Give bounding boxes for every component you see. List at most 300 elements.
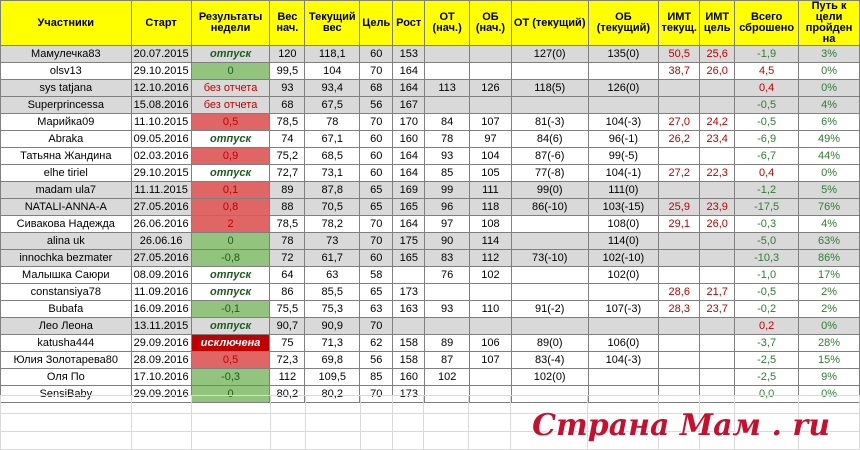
participant-name[interactable]: SensiBaby — [1, 386, 132, 403]
empty-cell[interactable] — [392, 414, 424, 432]
bmi-goal[interactable] — [700, 250, 735, 267]
total-lost[interactable]: -0,3 — [735, 216, 799, 233]
progress-percent[interactable]: 5% — [799, 182, 860, 199]
bmi-current[interactable] — [659, 318, 700, 335]
start-date[interactable]: 08.09.2016 — [131, 267, 191, 284]
start-weight[interactable]: 78,5 — [270, 216, 305, 233]
start-weight[interactable]: 72,7 — [270, 165, 305, 182]
start-weight[interactable]: 120 — [270, 46, 305, 63]
height[interactable]: 160 — [393, 131, 425, 148]
week-result[interactable]: 0 — [191, 386, 270, 403]
progress-percent[interactable]: 2% — [799, 284, 860, 301]
start-date[interactable]: 09.05.2016 — [131, 131, 191, 148]
col-header[interactable]: Результаты недели — [191, 1, 270, 46]
col-header[interactable]: Цель — [360, 1, 393, 46]
hips-start[interactable]: 112 — [470, 250, 512, 267]
week-result[interactable]: отпуск — [191, 267, 270, 284]
start-weight[interactable]: 93 — [270, 80, 305, 97]
hips-start[interactable] — [470, 369, 512, 386]
week-result[interactable]: 0,5 — [191, 114, 270, 131]
start-date[interactable]: 29.09.2016 — [131, 386, 191, 403]
hips-start[interactable]: 105 — [470, 165, 512, 182]
start-date[interactable]: 15.08.2016 — [131, 97, 191, 114]
empty-cell[interactable] — [469, 414, 511, 432]
waist-start[interactable]: 97 — [425, 216, 470, 233]
empty-cell[interactable] — [469, 396, 511, 414]
current-weight[interactable]: 78,2 — [305, 216, 360, 233]
hips-current[interactable]: 96(-1) — [588, 131, 659, 148]
waist-start[interactable] — [425, 63, 470, 80]
hips-start[interactable] — [470, 63, 512, 80]
participant-name[interactable]: katusha444 — [1, 335, 132, 352]
participant-name[interactable]: Superprincessa — [1, 97, 132, 114]
col-header[interactable]: Участники — [1, 1, 132, 46]
height[interactable]: 158 — [393, 335, 425, 352]
progress-percent[interactable]: 6% — [799, 114, 860, 131]
current-weight[interactable]: 67,1 — [305, 131, 360, 148]
hips-start[interactable]: 107 — [470, 352, 512, 369]
hips-start[interactable]: 106 — [470, 335, 512, 352]
hips-start[interactable]: 118 — [470, 199, 512, 216]
participant-name[interactable]: NATALI-ANNA-A — [1, 199, 132, 216]
height[interactable]: 165 — [393, 199, 425, 216]
current-weight[interactable]: 71,3 — [305, 335, 360, 352]
waist-start[interactable]: 87 — [425, 352, 470, 369]
empty-cell[interactable] — [191, 432, 270, 450]
goal-weight[interactable]: 70 — [360, 233, 393, 250]
current-weight[interactable]: 78 — [305, 114, 360, 131]
bmi-goal[interactable]: 22,3 — [700, 165, 735, 182]
waist-current[interactable]: 102(0) — [511, 369, 588, 386]
bmi-current[interactable] — [659, 250, 700, 267]
goal-weight[interactable]: 60 — [360, 46, 393, 63]
hips-start[interactable]: 108 — [470, 216, 512, 233]
empty-cell[interactable] — [1, 396, 132, 414]
waist-current[interactable]: 81(-3) — [511, 114, 588, 131]
waist-start[interactable]: 102 — [425, 369, 470, 386]
col-header[interactable]: ИМТ цель — [700, 1, 735, 46]
bmi-goal[interactable]: 23,4 — [700, 131, 735, 148]
start-date[interactable]: 13.11.2015 — [131, 318, 191, 335]
total-lost[interactable]: 0,0 — [735, 386, 799, 403]
empty-cell[interactable] — [191, 396, 270, 414]
progress-percent[interactable]: 0% — [799, 386, 860, 403]
hips-current[interactable]: 99(-5) — [588, 148, 659, 165]
total-lost[interactable]: 0,4 — [735, 165, 799, 182]
total-lost[interactable]: -0,5 — [735, 114, 799, 131]
start-weight[interactable]: 68 — [270, 97, 305, 114]
waist-current[interactable]: 87(-6) — [511, 148, 588, 165]
hips-current[interactable] — [588, 97, 659, 114]
goal-weight[interactable]: 70 — [360, 114, 393, 131]
start-date[interactable]: 29.09.2016 — [131, 335, 191, 352]
start-weight[interactable]: 88 — [270, 199, 305, 216]
current-weight[interactable]: 85,5 — [305, 284, 360, 301]
bmi-goal[interactable] — [700, 352, 735, 369]
hips-current[interactable]: 126(0) — [588, 80, 659, 97]
height[interactable]: 173 — [393, 284, 425, 301]
hips-current[interactable] — [588, 318, 659, 335]
waist-start[interactable]: 78 — [425, 131, 470, 148]
waist-current[interactable]: 89(0) — [511, 335, 588, 352]
week-result[interactable]: 0,9 — [191, 148, 270, 165]
empty-cell[interactable] — [305, 414, 360, 432]
participant-name[interactable]: Abraka — [1, 131, 132, 148]
current-weight[interactable]: 68,5 — [305, 148, 360, 165]
total-lost[interactable]: -10,3 — [735, 250, 799, 267]
participant-name[interactable]: olsv13 — [1, 63, 132, 80]
participant-name[interactable]: Мамулечка83 — [1, 46, 132, 63]
height[interactable]: 170 — [393, 114, 425, 131]
hips-start[interactable] — [470, 46, 512, 63]
progress-percent[interactable]: 63% — [799, 233, 860, 250]
waist-start[interactable] — [425, 318, 470, 335]
waist-start[interactable]: 84 — [425, 114, 470, 131]
col-header[interactable]: Вес нач. — [270, 1, 305, 46]
empty-cell[interactable] — [131, 414, 191, 432]
empty-cell[interactable] — [305, 396, 360, 414]
hips-start[interactable]: 97 — [470, 131, 512, 148]
height[interactable]: 173 — [393, 386, 425, 403]
start-weight[interactable]: 75 — [270, 335, 305, 352]
height[interactable]: 163 — [393, 301, 425, 318]
waist-current[interactable]: 77(-8) — [511, 165, 588, 182]
col-header[interactable]: ОТ (текущий) — [511, 1, 588, 46]
participant-name[interactable]: Лео Леона — [1, 318, 132, 335]
waist-start[interactable]: 76 — [425, 267, 470, 284]
empty-cell[interactable] — [1, 432, 132, 450]
progress-percent[interactable]: 3% — [799, 46, 860, 63]
bmi-current[interactable] — [659, 182, 700, 199]
hips-current[interactable]: 103(-15) — [588, 199, 659, 216]
bmi-current[interactable] — [659, 97, 700, 114]
hips-start[interactable]: 102 — [470, 267, 512, 284]
current-weight[interactable]: 63 — [305, 267, 360, 284]
waist-current[interactable]: 99(0) — [511, 182, 588, 199]
start-weight[interactable]: 72,3 — [270, 352, 305, 369]
progress-percent[interactable]: 9% — [799, 369, 860, 386]
hips-start[interactable]: 110 — [470, 301, 512, 318]
hips-start[interactable]: 107 — [470, 114, 512, 131]
bmi-goal[interactable] — [700, 335, 735, 352]
waist-start[interactable]: 90 — [425, 233, 470, 250]
bmi-current[interactable]: 26,2 — [659, 131, 700, 148]
bmi-current[interactable]: 27,2 — [659, 165, 700, 182]
progress-percent[interactable]: 15% — [799, 352, 860, 369]
week-result[interactable]: 0 — [191, 63, 270, 80]
progress-percent[interactable]: 2% — [799, 301, 860, 318]
hips-current[interactable]: 106(0) — [588, 335, 659, 352]
height[interactable]: 167 — [393, 97, 425, 114]
week-result[interactable]: -0,1 — [191, 301, 270, 318]
progress-percent[interactable]: 17% — [799, 267, 860, 284]
start-weight[interactable]: 78 — [270, 233, 305, 250]
waist-start[interactable] — [425, 46, 470, 63]
hips-current[interactable]: 104(-3) — [588, 352, 659, 369]
participant-name[interactable]: Марийка09 — [1, 114, 132, 131]
goal-weight[interactable]: 70 — [360, 386, 393, 403]
week-result[interactable]: отпуск — [191, 284, 270, 301]
goal-weight[interactable]: 62 — [360, 335, 393, 352]
total-lost[interactable]: -1,9 — [735, 46, 799, 63]
waist-current[interactable]: 118(5) — [511, 80, 588, 97]
waist-current[interactable] — [511, 267, 588, 284]
progress-percent[interactable]: 0% — [799, 318, 860, 335]
height[interactable]: 169 — [393, 182, 425, 199]
goal-weight[interactable]: 60 — [360, 250, 393, 267]
bmi-current[interactable] — [659, 369, 700, 386]
hips-current[interactable]: 114(0) — [588, 233, 659, 250]
col-header[interactable]: ОБ (нач.) — [470, 1, 512, 46]
waist-start[interactable] — [425, 97, 470, 114]
waist-start[interactable]: 89 — [425, 335, 470, 352]
bmi-current[interactable] — [659, 335, 700, 352]
height[interactable]: 175 — [393, 233, 425, 250]
hips-start[interactable] — [470, 318, 512, 335]
bmi-current[interactable] — [659, 148, 700, 165]
bmi-goal[interactable]: 21,7 — [700, 284, 735, 301]
waist-start[interactable] — [425, 284, 470, 301]
hips-current[interactable]: 107(-3) — [588, 301, 659, 318]
hips-start[interactable]: 114 — [470, 233, 512, 250]
bmi-goal[interactable] — [700, 182, 735, 199]
waist-current[interactable]: 83(-4) — [511, 352, 588, 369]
participant-name[interactable]: Юлия Золотарева80 — [1, 352, 132, 369]
start-date[interactable]: 11.10.2015 — [131, 114, 191, 131]
total-lost[interactable]: -2,5 — [735, 352, 799, 369]
waist-current[interactable] — [511, 97, 588, 114]
participant-name[interactable]: Bubafa — [1, 301, 132, 318]
bmi-goal[interactable] — [700, 97, 735, 114]
current-weight[interactable]: 73 — [305, 233, 360, 250]
bmi-goal[interactable]: 26,0 — [700, 63, 735, 80]
bmi-goal[interactable]: 23,9 — [700, 199, 735, 216]
current-weight[interactable]: 93,4 — [305, 80, 360, 97]
progress-percent[interactable]: 0% — [799, 80, 860, 97]
goal-weight[interactable]: 65 — [360, 199, 393, 216]
start-weight[interactable]: 72 — [270, 250, 305, 267]
bmi-current[interactable]: 38,7 — [659, 63, 700, 80]
col-header[interactable]: Рост — [393, 1, 425, 46]
waist-current[interactable]: 86(-10) — [511, 199, 588, 216]
total-lost[interactable]: -3,7 — [735, 335, 799, 352]
start-date[interactable]: 29.10.2015 — [131, 165, 191, 182]
bmi-current[interactable]: 50,5 — [659, 46, 700, 63]
waist-current[interactable] — [511, 284, 588, 301]
current-weight[interactable]: 75,3 — [305, 301, 360, 318]
col-header[interactable]: ОТ (нач.) — [425, 1, 470, 46]
participant-name[interactable]: madam ula7 — [1, 182, 132, 199]
col-header[interactable]: ИМТ текущ. — [659, 1, 700, 46]
hips-current[interactable]: 111(0) — [588, 182, 659, 199]
goal-weight[interactable]: 60 — [360, 165, 393, 182]
empty-cell[interactable] — [360, 414, 392, 432]
goal-weight[interactable]: 60 — [360, 148, 393, 165]
current-weight[interactable]: 104 — [305, 63, 360, 80]
week-result[interactable]: без отчета — [191, 80, 270, 97]
start-weight[interactable]: 75,5 — [270, 301, 305, 318]
hips-current[interactable] — [588, 369, 659, 386]
total-lost[interactable]: -1,2 — [735, 182, 799, 199]
progress-percent[interactable]: 0% — [799, 63, 860, 80]
week-result[interactable]: 0,1 — [191, 182, 270, 199]
hips-start[interactable] — [470, 97, 512, 114]
week-result[interactable]: без отчета — [191, 97, 270, 114]
empty-cell[interactable] — [392, 432, 424, 450]
empty-cell[interactable] — [360, 396, 392, 414]
current-weight[interactable]: 80,2 — [305, 386, 360, 403]
bmi-goal[interactable] — [700, 148, 735, 165]
progress-percent[interactable]: 4% — [799, 216, 860, 233]
current-weight[interactable]: 87,8 — [305, 182, 360, 199]
goal-weight[interactable]: 70 — [360, 318, 393, 335]
start-weight[interactable]: 90,7 — [270, 318, 305, 335]
week-result[interactable]: 0 — [191, 233, 270, 250]
goal-weight[interactable]: 63 — [360, 301, 393, 318]
start-weight[interactable]: 112 — [270, 369, 305, 386]
hips-current[interactable]: 102(0) — [588, 267, 659, 284]
start-date[interactable]: 27.05.2016 — [131, 199, 191, 216]
start-weight[interactable]: 80,2 — [270, 386, 305, 403]
col-header[interactable]: Текущий вес — [305, 1, 360, 46]
empty-cell[interactable] — [191, 414, 270, 432]
height[interactable]: 164 — [393, 216, 425, 233]
start-date[interactable]: 16.09.2016 — [131, 301, 191, 318]
total-lost[interactable]: -0,5 — [735, 284, 799, 301]
height[interactable]: 164 — [393, 165, 425, 182]
goal-weight[interactable]: 56 — [360, 352, 393, 369]
start-weight[interactable]: 75,2 — [270, 148, 305, 165]
waist-current[interactable] — [511, 216, 588, 233]
bmi-current[interactable] — [659, 233, 700, 250]
current-weight[interactable]: 90,9 — [305, 318, 360, 335]
total-lost[interactable]: -17,5 — [735, 199, 799, 216]
current-weight[interactable]: 73,1 — [305, 165, 360, 182]
empty-cell[interactable] — [424, 396, 469, 414]
goal-weight[interactable]: 65 — [360, 182, 393, 199]
progress-percent[interactable]: 86% — [799, 250, 860, 267]
start-date[interactable]: 11.11.2015 — [131, 182, 191, 199]
week-result[interactable]: 0,5 — [191, 352, 270, 369]
waist-current[interactable]: 91(-2) — [511, 301, 588, 318]
current-weight[interactable]: 69,8 — [305, 352, 360, 369]
total-lost[interactable]: -6,9 — [735, 131, 799, 148]
height[interactable]: 160 — [393, 369, 425, 386]
current-weight[interactable]: 118,1 — [305, 46, 360, 63]
waist-start[interactable]: 96 — [425, 199, 470, 216]
total-lost[interactable]: -6,7 — [735, 148, 799, 165]
hips-start[interactable]: 126 — [470, 80, 512, 97]
start-date[interactable]: 11.09.2016 — [131, 284, 191, 301]
height[interactable] — [393, 267, 425, 284]
bmi-goal[interactable]: 24,2 — [700, 114, 735, 131]
week-result[interactable]: отпуск — [191, 46, 270, 63]
start-weight[interactable]: 89 — [270, 182, 305, 199]
bmi-current[interactable] — [659, 267, 700, 284]
hips-current[interactable]: 104(-1) — [588, 165, 659, 182]
waist-current[interactable]: 73(-10) — [511, 250, 588, 267]
waist-start[interactable]: 85 — [425, 165, 470, 182]
start-date[interactable]: 17.10.2016 — [131, 369, 191, 386]
height[interactable]: 164 — [393, 80, 425, 97]
week-result[interactable]: -0,3 — [191, 369, 270, 386]
col-header[interactable]: Всего сброшено — [735, 1, 799, 46]
bmi-goal[interactable] — [700, 80, 735, 97]
current-weight[interactable]: 67,5 — [305, 97, 360, 114]
empty-cell[interactable] — [270, 414, 305, 432]
bmi-goal[interactable]: 26,0 — [700, 216, 735, 233]
current-weight[interactable]: 70,5 — [305, 199, 360, 216]
start-weight[interactable]: 78,5 — [270, 114, 305, 131]
bmi-goal[interactable] — [700, 318, 735, 335]
hips-start[interactable] — [470, 284, 512, 301]
start-date[interactable]: 29.10.2015 — [131, 63, 191, 80]
week-result[interactable]: исключена — [191, 335, 270, 352]
start-weight[interactable]: 74 — [270, 131, 305, 148]
start-weight[interactable]: 86 — [270, 284, 305, 301]
hips-current[interactable] — [588, 284, 659, 301]
height[interactable] — [393, 318, 425, 335]
participant-name[interactable]: Оля По — [1, 369, 132, 386]
empty-cell[interactable] — [360, 432, 392, 450]
waist-current[interactable]: 127(0) — [511, 46, 588, 63]
progress-percent[interactable]: 4% — [799, 97, 860, 114]
goal-weight[interactable]: 60 — [360, 131, 393, 148]
hips-current[interactable] — [588, 63, 659, 80]
empty-cell[interactable] — [270, 432, 305, 450]
start-weight[interactable]: 64 — [270, 267, 305, 284]
empty-cell[interactable] — [131, 432, 191, 450]
empty-cell[interactable] — [1, 414, 132, 432]
goal-weight[interactable]: 70 — [360, 63, 393, 80]
height[interactable]: 165 — [393, 250, 425, 267]
goal-weight[interactable]: 58 — [360, 267, 393, 284]
goal-weight[interactable]: 68 — [360, 80, 393, 97]
progress-percent[interactable]: 28% — [799, 335, 860, 352]
total-lost[interactable]: -5,0 — [735, 233, 799, 250]
waist-start[interactable]: 93 — [425, 148, 470, 165]
week-result[interactable]: отпуск — [191, 131, 270, 148]
bmi-goal[interactable]: 23,7 — [700, 301, 735, 318]
total-lost[interactable]: 0,2 — [735, 318, 799, 335]
bmi-current[interactable] — [659, 80, 700, 97]
waist-start[interactable]: 113 — [425, 80, 470, 97]
participant-name[interactable]: elhe tiriel — [1, 165, 132, 182]
bmi-current[interactable]: 29,1 — [659, 216, 700, 233]
bmi-current[interactable] — [659, 352, 700, 369]
height[interactable]: 153 — [393, 46, 425, 63]
bmi-current[interactable]: 25,9 — [659, 199, 700, 216]
total-lost[interactable]: -0,2 — [735, 301, 799, 318]
participant-name[interactable]: sys tatjana — [1, 80, 132, 97]
hips-current[interactable]: 108(0) — [588, 216, 659, 233]
col-header[interactable]: Путь к цели пройден на — [799, 1, 860, 46]
participant-name[interactable]: constansiya78 — [1, 284, 132, 301]
progress-percent[interactable]: 49% — [799, 131, 860, 148]
participant-name[interactable]: Сивакова Надежда — [1, 216, 132, 233]
start-date[interactable]: 28.09.2016 — [131, 352, 191, 369]
col-header[interactable]: ОБ (текущий) — [588, 1, 659, 46]
start-date[interactable]: 02.03.2016 — [131, 148, 191, 165]
progress-percent[interactable]: 0% — [799, 165, 860, 182]
participant-name[interactable]: alina uk — [1, 233, 132, 250]
goal-weight[interactable]: 70 — [360, 216, 393, 233]
bmi-current[interactable]: 28,3 — [659, 301, 700, 318]
bmi-goal[interactable] — [700, 233, 735, 250]
hips-current[interactable]: 135(0) — [588, 46, 659, 63]
empty-cell[interactable] — [270, 396, 305, 414]
total-lost[interactable]: -2,5 — [735, 369, 799, 386]
